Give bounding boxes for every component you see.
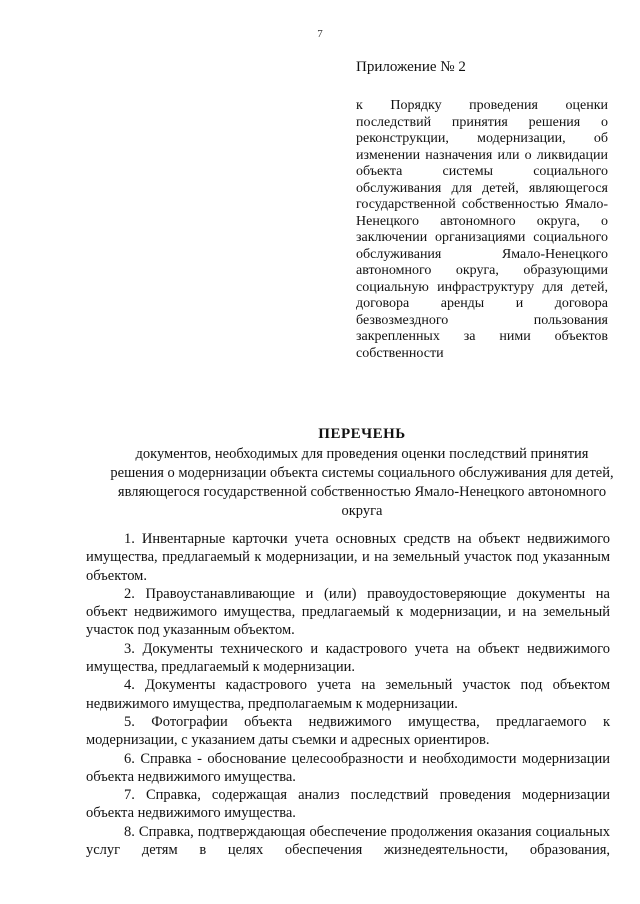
list-item: 4. Документы кадастрового учета на земельный участок под объектом недвижимого имущества, предполагаемым к модернизации. bbox=[86, 677, 610, 712]
page-number: 7 bbox=[317, 28, 323, 40]
document-list bbox=[86, 530, 610, 859]
list-item: 1. Инвентарные карточки учета основных средств на объект недвижимого имущества, предлагаемый к модернизации, и на земельный участок под указанным объектом. bbox=[86, 531, 610, 584]
list-item: 6. Справка - обоснование целесообразности и необходимости модернизации объекта недвижимого имущества. bbox=[86, 750, 610, 785]
list-item: 2. Правоустанавливающие и (или) правоудостоверяющие документы на объект недвижимого имущества, предлагаемый к модернизации, и на земельный участок под указанным объектом. bbox=[86, 585, 610, 639]
list-item: 5. Фотографии объекта недвижимого имущества, предлагаемого к модернизации, с указанием даты съемки и адресных ориентиров. bbox=[86, 713, 610, 749]
appendix-reference: к Порядку проведения оценки последствий принятия решения о реконструкции, модернизации, об изменении назначения или о ликвидации объекта системы социального обслуживания для детей, являющегося государственной собственностью Ямало-Ненецкого автономного округа, о заключении организациями социального обслуживания Ямало-Ненецкого автономного округа, образующими социальную инфраструктуру для детей, договора аренды и договора безвозмездного пользования закрепленных за ними объектов собственности bbox=[356, 98, 608, 361]
list-item: 8. Справка, подтверждающая обеспечение продолжения оказания социальных услуг детям в целях обеспечения жизнедеятельности, образования, bbox=[86, 823, 610, 859]
list-item: 3. Документы технического и кадастрового учета на объект недвижимого имущества, предлагаемый к модернизации. bbox=[86, 640, 610, 676]
appendix-title: Приложение № 2 bbox=[356, 59, 466, 75]
list-subtitle: документов, необходимых для проведения оценки последствий принятия решения о модернизации объекта системы социального обслуживания для детей, являющегося государственной собственностью Ямало-Ненецкого автономного округа bbox=[110, 446, 614, 519]
list-item: 7. Справка, содержащая анализ последствий проведения модернизации объекта недвижимого имущества. bbox=[86, 787, 610, 822]
list-title: ПЕРЕЧЕНЬ bbox=[318, 426, 406, 442]
